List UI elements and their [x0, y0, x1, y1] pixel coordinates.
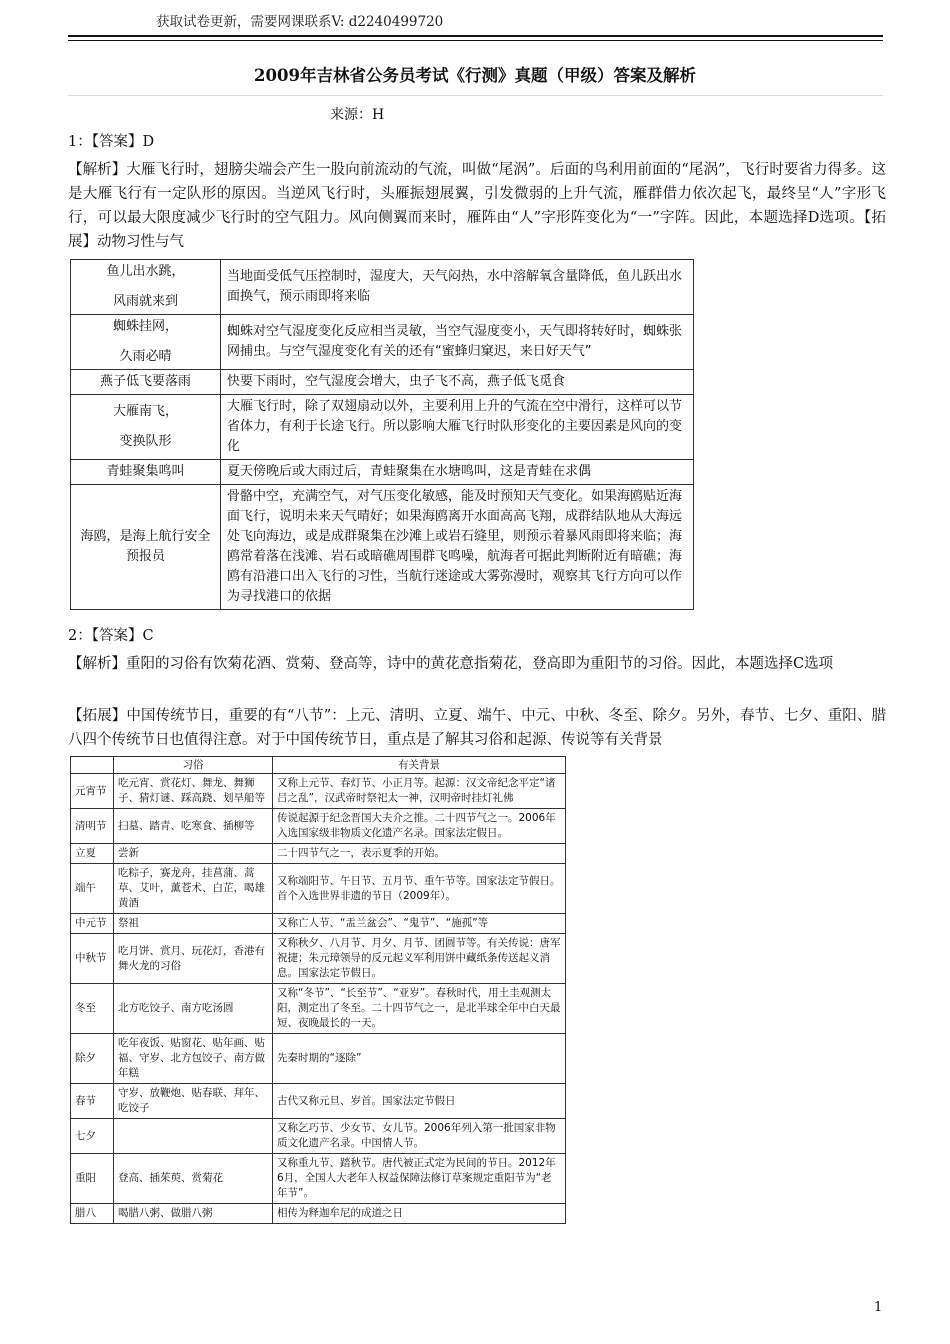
table-row: [71, 1034, 566, 1084]
saying-line: 蜘蛛挂网，: [112, 319, 178, 334]
table-row: [71, 370, 694, 395]
saying-gap: [77, 337, 214, 347]
festival-name-cell: 除夕: [71, 1034, 114, 1084]
custom-cell: 吃月饼、赏月、玩花灯，香港有舞火龙的习俗: [114, 934, 273, 984]
festival-name-cell: 重阳: [71, 1154, 114, 1204]
background-cell: 传说起源于纪念晋国大夫介之推。二十四节气之一。2006年入选国家级非物质文化遗产名录。国家法定假日。: [273, 809, 566, 844]
saying-cell: [71, 315, 221, 370]
table-row: [71, 984, 566, 1034]
background-cell: 相传为释迦牟尼的成道之日: [273, 1204, 566, 1224]
festival-name-cell: 腊八: [71, 1204, 114, 1224]
q1-answer: 1：【答案】D: [68, 134, 155, 150]
saying-line: 变换队形: [119, 434, 172, 449]
q2-analysis-text: 【解析】重阳的习俗有饮菊花酒、赏菊、登高等，诗中的黄花意指菊花，登高即为重阳节的习俗。因此，本题选择C选项: [68, 656, 834, 672]
q1-analysis-text: 【解析】大雁飞行时，翅膀尖端会产生一股向前流动的气流，叫做“尾涡”。后面的鸟利用前面的“尾涡”，飞行时要省力得多。这是大雁飞行有一定队形的原因。当逆风飞行时，头雁振翅展翼，引发微弱的上升气流，雁群借力依次起飞，最终呈“人”字形飞行，可以最大限度减少飞行时的空气阻力。风向侧翼而来时，雁阵由“人”字形阵变化为“一”字阵。因此，本题选择D选项。【拓展】动物习性与气: [68, 162, 886, 250]
table-row: [71, 395, 694, 460]
header-background: 有关背景: [273, 757, 566, 774]
source-line: 来源：H: [330, 107, 385, 123]
table-row: [71, 934, 566, 984]
animal-habits-table: [70, 259, 694, 610]
saying-line: 青蛙聚集鸣叫: [106, 464, 185, 479]
explanation-cell: 骨骼中空，充满空气，对气压变化敏感，能及时预知天气变化。如果海鸥贴近海面飞行，说明未来天气晴好；如果海鸥离开水面高高飞翔，成群结队地从大海远处飞向海边，或是成群聚集在沙滩上或岩石缝里，则预示着暴风雨即将来临；海鸥常着落在浅滩、岩石或暗礁周围群飞鸣噪，航海者可据此判断附近有暗礁；海鸥有沿港口出入飞行的习性，当航行迷途或大雾弥漫时，观察其飞行方向可以作为寻找港口的依据: [221, 485, 694, 610]
background-cell: 又称乞巧节、少女节、女儿节。2006年列入第一批国家非物质文化遗产名录。中国情人节。: [273, 1119, 566, 1154]
header-rule-thin: [68, 40, 883, 41]
table-row: [71, 844, 566, 864]
background-cell: 又称重九节、踏秋节。唐代被正式定为民间的节日。2012年6月，全国人大老年人权益保障法修订草案规定重阳节为“老年节”。: [273, 1154, 566, 1204]
q2-analysis: [68, 652, 886, 676]
table-row: [71, 485, 694, 610]
custom-cell: 祭祖: [114, 914, 273, 934]
background-cell: 先秦时期的“逐除”: [273, 1034, 566, 1084]
header-note: 获取试卷更新，需要网课联系V: d2240499720: [156, 14, 444, 30]
festival-name-cell: 端午: [71, 864, 114, 914]
custom-cell: 北方吃饺子、南方吃汤圆: [114, 984, 273, 1034]
background-cell: 又称秋夕、八月节、月夕、月节、团圆节等。有关传说：唐军祝捷；朱元璋领导的反元起义军利用饼中藏纸条传送起义消息。国家法定节假日。: [273, 934, 566, 984]
background-cell: 又称端阳节、午日节、五月节、重午节等。国家法定节假日。首个入选世界非遗的节日（2009年）。: [273, 864, 566, 914]
background-cell: 又称“冬节”、“长至节”、“亚岁”。春秋时代，用土圭观测太阳，测定出了冬至。二十四节气之一，是北半球全年中白天最短、夜晚最长的一天。: [273, 984, 566, 1034]
explanation-cell: 蜘蛛对空气湿度变化反应相当灵敏，当空气湿度变小，天气即将转好时，蜘蛛张网捕虫。与空气湿度变化有关的还有“蜜蜂归窠迟，来日好天气”: [221, 315, 694, 370]
saying-line: 鱼儿出水跳，: [106, 264, 185, 279]
festival-table-header: [71, 757, 566, 774]
custom-cell: 吃年夜饭、贴窗花、贴年画、贴福、守岁、北方包饺子、南方做年糕: [114, 1034, 273, 1084]
saying-cell: [71, 370, 221, 395]
saying-cell: [71, 395, 221, 460]
header-rule-thick: [68, 35, 883, 37]
explanation-cell: 当地面受低气压控制时，湿度大，天气闷热，水中溶解氧含量降低，鱼儿跃出水面换气，预示雨即将来临: [221, 260, 694, 315]
custom-cell: [114, 1119, 273, 1154]
table-row: [71, 864, 566, 914]
saying-cell: [71, 460, 221, 485]
table-row: [71, 1204, 566, 1224]
custom-cell: 尝新: [114, 844, 273, 864]
festival-name-cell: 清明节: [71, 809, 114, 844]
background-cell: 古代又称元旦、岁首。国家法定节假日: [273, 1084, 566, 1119]
table-row: [71, 1119, 566, 1154]
festival-name-cell: 七夕: [71, 1119, 114, 1154]
title-divider: [68, 95, 883, 96]
q1-analysis: [68, 158, 886, 254]
festival-name-cell: 元宵节: [71, 774, 114, 809]
saying-line: 燕子低飞要落雨: [99, 374, 191, 389]
custom-cell: 登高、插茱萸、赏菊花: [114, 1154, 273, 1204]
saying-cell: [71, 260, 221, 315]
explanation-cell: 夏天傍晚后或大雨过后，青蛙聚集在水塘鸣叫，这是青蛙在求偶: [221, 460, 694, 485]
table-row: [71, 260, 694, 315]
saying-line: 海鸥，是海上航行安全预报员: [80, 529, 211, 564]
table-row: [71, 809, 566, 844]
custom-cell: 喝腊八粥、做腊八粥: [114, 1204, 273, 1224]
custom-cell: 吃粽子，赛龙舟，挂菖蒲、蒿草、艾叶，薰苍术、白芷，喝雄黄酒: [114, 864, 273, 914]
custom-cell: 扫墓、踏青、吃寒食、插柳等: [114, 809, 273, 844]
festival-name-cell: 冬至: [71, 984, 114, 1034]
festival-name-cell: 中元节: [71, 914, 114, 934]
table-row: [71, 460, 694, 485]
explanation-cell: 大雁飞行时，除了双翅扇动以外，主要利用上升的气流在空中滑行，这样可以节省体力，有利于长途飞行。所以影响大雁飞行时队形变化的主要因素是风向的变化: [221, 395, 694, 460]
table-row: [71, 1084, 566, 1119]
header-custom: 习俗: [114, 757, 273, 774]
festival-name-cell: 立夏: [71, 844, 114, 864]
q2-extension-text: 【拓展】中国传统节日，重要的有“八节”：上元、清明、立夏、端午、中元、中秋、冬至、除夕。另外，春节、七夕、重阳、腊八四个传统节日也值得注意。对于中国传统节日，重点是了解其习俗和起源、传说等有关背景: [68, 708, 886, 748]
festival-table: [70, 756, 566, 1224]
q2-answer: 2：【答案】C: [68, 628, 154, 644]
festival-name-cell: 春节: [71, 1084, 114, 1119]
background-cell: 二十四节气之一，表示夏季的开始。: [273, 844, 566, 864]
table-row: [71, 1154, 566, 1204]
festival-name-cell: 中秋节: [71, 934, 114, 984]
table-row: [71, 914, 566, 934]
explanation-cell: 快要下雨时，空气湿度会增大，虫子飞不高，燕子低飞觅食: [221, 370, 694, 395]
saying-line: 风雨就来到: [112, 294, 178, 309]
table-row: [71, 774, 566, 809]
saying-line: 大雁南飞，: [112, 404, 178, 419]
custom-cell: 吃元宵、赏花灯、舞龙、舞狮子、猜灯谜、踩高跷、划旱船等: [114, 774, 273, 809]
page-number: 1: [874, 1300, 883, 1315]
saying-gap: [77, 422, 214, 432]
q2-extension: [68, 704, 886, 752]
background-cell: 又称亡人节、“盂兰盆会”、“鬼节”、“施孤”等: [273, 914, 566, 934]
header-festival: [71, 757, 114, 774]
custom-cell: 守岁、放鞭炮、贴春联、拜年、吃饺子: [114, 1084, 273, 1119]
saying-gap: [77, 282, 214, 292]
saying-line: 久雨必晴: [119, 349, 172, 364]
page-title: 2009年吉林省公务员考试《行测》真题（甲级）答案及解析: [254, 66, 696, 85]
saying-cell: [71, 485, 221, 610]
table-row: [71, 315, 694, 370]
background-cell: 又称上元节、春灯节、小正月等。起源：汉文帝纪念平定“诸吕之乱”，汉武帝时祭祀太一神，汉明帝时挂灯礼佛: [273, 774, 566, 809]
